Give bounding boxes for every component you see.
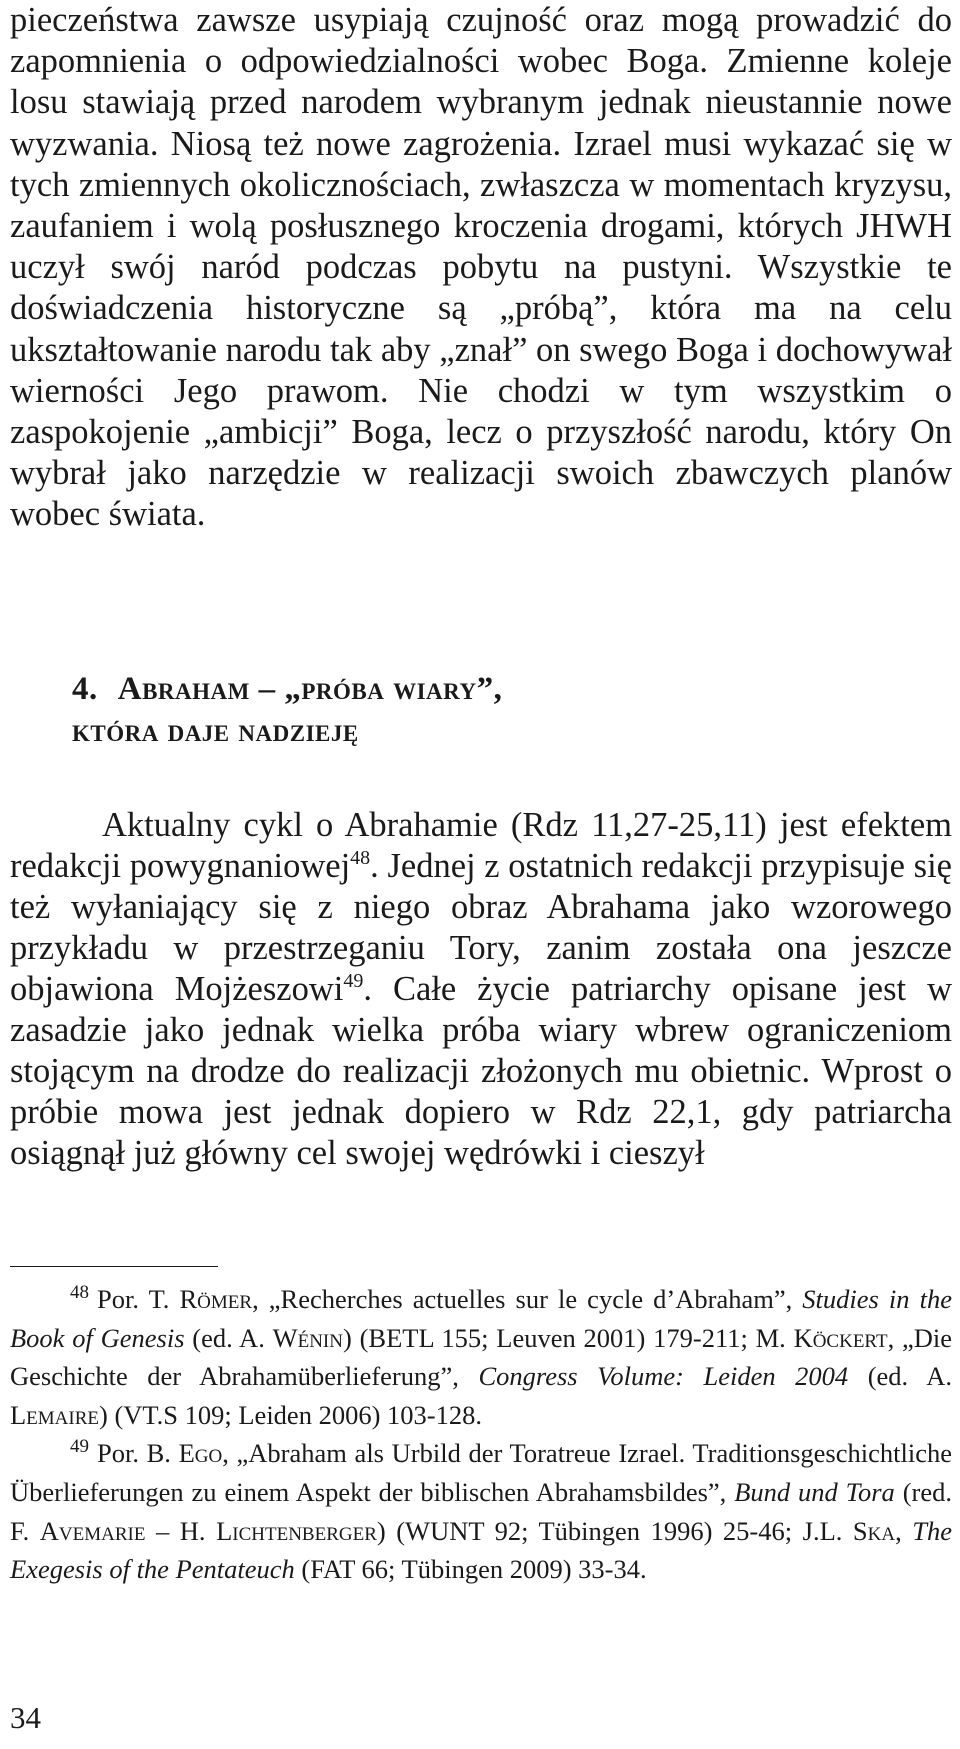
footnote-text: – H. — [145, 1515, 217, 1546]
book-title: Studies in the Book of Genesis — [10, 1284, 952, 1353]
book-title: Congress Volume: Leiden 2004 — [478, 1361, 849, 1392]
author-name: Ska — [852, 1515, 896, 1546]
footnote-text: , „Die Geschichte der Abrahamüberlieferung”, — [10, 1322, 952, 1392]
editor-name: Wénin — [272, 1322, 343, 1353]
footnote-48: 48 Por. T. Römer, „Recherches actuelles sur le cycle d’Abraham”, Studies in the Book of Genesis (ed. A. Wénin) (BETL 155; Leuven 2001) 179-211; M. Köckert, „Die Geschichte der Abrahamüberlieferung”, Congress Volume: Leiden 2004 (ed. A. Lemaire) (VT.S 109; Leiden 2006) 103-128. — [10, 1282, 952, 1430]
footnote-text: ) (VT.S 109; Leiden 2006) 103-128. — [99, 1399, 482, 1430]
footnote-ref-49[interactable]: 49 — [343, 970, 364, 992]
footnote-text: , — [895, 1515, 913, 1546]
author-name: Köckert — [793, 1322, 888, 1353]
body-paragraph — [10, 805, 952, 1174]
continuation-paragraph-text: pieczeństwa zawsze usypiają czujność oraz mogą prowadzić do zapomnienia o odpowiedzialności wobec Boga. Zmienne koleje losu stawiają przed narodem wybranym jednak nieustannie nowe wyzwania. Niosą też nowe zagrożenia. Izrael musi wykazać się w tych zmiennych okolicznościach, zwłaszcza w momentach kryzysu, zaufaniem i wolą posłusznego kroczenia drogami, których JHWH uczył swój naród podczas pobytu na pustyni. Wszystkie te doświadczenia historyczne są „próbą”, która ma na celu ukształtowanie narodu tak aby „znał” on swego Boga i dochowywał wierności Jego prawom. Nie chodzi w tym wszystkim o zaspokojenie „ambicji” Boga, lecz o przyszłość narodu, który On wybrał jako narzędzie w realizacji swoich zbawczych planów wobec świata. — [10, 1, 952, 534]
section-number: 4. — [72, 671, 98, 707]
footnote-49: 49 Por. B. Ego, „Abraham als Urbild der Toratreue Izrael. Traditionsgeschichtliche Überlieferungen zu einem Aspekt der biblischen Abrahamsbildes”, Bund und Tora (red. F. Avemarie – H. Lichtenberger) (WUNT 92; Tübingen 1996) 25-46; J.L. Ska, The Exegesis of the Pentateuch (FAT 66; Tübingen 2009) 33-34. — [10, 1436, 953, 1585]
footnote-text: Por. T. — [97, 1284, 180, 1314]
footnote-text: ) (BETL 155; Leuven 2001) 179-211; M. — [342, 1322, 794, 1353]
footnote-text: , „Abraham als Urbild der Toratreue Izrael. Traditionsgeschichtliche Überlieferungen zu einem Aspekt der biblischen Abrahamsbildes”, — [10, 1438, 952, 1507]
continuation-paragraph — [10, 0, 952, 536]
footnotes — [10, 1280, 952, 1589]
body-text-part3: . Całe życie patriarchy opisane jest w zasadzie jako jednak wielka próba wiary wbrew ograniczeniom stojącym na drodze do realizacji złożonych mu obietnic. Wprost o próbie mowa jest jednak dopiero w Rdz 22,1, gdy patriarcha osiągnął już główny cel swojej wędrówki i cieszył — [10, 970, 952, 1172]
footnote-text: (ed. A. — [848, 1361, 952, 1392]
footnote-ref-48[interactable]: 48 — [350, 847, 371, 869]
footnote-text: (red. F. — [10, 1476, 952, 1546]
section-title-line2: która daje nadzieję — [72, 713, 359, 749]
footnote-separator — [10, 1266, 218, 1267]
footnote-text: Por. B. — [97, 1438, 179, 1469]
author-name: Römer — [179, 1284, 253, 1314]
author-name: Ego — [178, 1438, 223, 1469]
book-title: Bund und Tora — [734, 1476, 895, 1507]
footnote-text: ) (WUNT 92; Tübingen 1996) 25-46; J.L. — [376, 1515, 853, 1546]
editor-name: Avemarie — [39, 1515, 146, 1546]
footnote-text: , „Recherches actuelles sur le cycle d’Abraham”, — [252, 1284, 803, 1314]
footnote-text: (FAT 66; Tübingen 2009) 33-34. — [294, 1554, 647, 1585]
section-heading — [72, 668, 502, 752]
editor-name: Lemaire — [10, 1399, 100, 1430]
book-title: The Exegesis of the Pentateuch — [10, 1515, 953, 1585]
footnote-text: (ed. A. — [184, 1322, 273, 1353]
page-number: 34 — [10, 1700, 41, 1735]
section-title-line1: Abraham – „próba wiary”, — [117, 671, 503, 707]
body-text-part2: . Jednej z ostatnich redakcji przypisuje się też wyłaniający się z niego obraz Abrahama jako wzorowego przykładu w przestrzeganiu Tory, zanim została ona jeszcze objawiona Mojżeszowi — [10, 847, 952, 1008]
body-text-part1: Aktualny cykl o Abrahamie (Rdz 11,27-25,11) jest efektem redakcji powygnaniowej — [10, 806, 952, 885]
editor-name: Lichtenberger — [216, 1515, 377, 1546]
